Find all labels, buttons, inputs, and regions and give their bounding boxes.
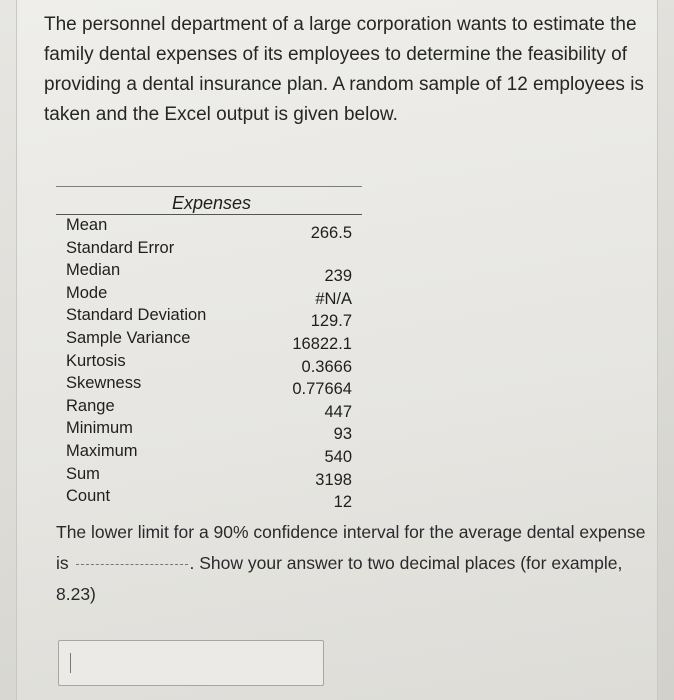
stat-label-sum: Sum bbox=[66, 464, 100, 483]
table-top-rule bbox=[56, 186, 362, 187]
answer-prompt bbox=[56, 517, 646, 610]
stat-value-minimum: 93 bbox=[333, 425, 352, 444]
table-row bbox=[62, 239, 362, 262]
stat-value-sample-variance: 16822.1 bbox=[292, 334, 352, 353]
table-header: Expenses bbox=[172, 193, 252, 213]
table-row bbox=[62, 465, 362, 488]
stat-label-mode: Mode bbox=[66, 283, 108, 302]
stat-label-sample-variance: Sample Variance bbox=[66, 328, 191, 347]
table-row bbox=[62, 284, 362, 307]
stat-label-kurtosis: Kurtosis bbox=[66, 351, 126, 370]
stat-value-skewness: 0.77664 bbox=[292, 380, 352, 399]
table-row bbox=[62, 216, 362, 242]
stat-label-skewness: Skewness bbox=[66, 374, 142, 393]
stat-label-minimum: Minimum bbox=[66, 419, 133, 438]
stat-label-mean: Mean bbox=[66, 216, 108, 234]
stat-value-mean: 266.5 bbox=[310, 224, 352, 242]
table-row bbox=[62, 352, 362, 375]
descriptive-statistics-table bbox=[62, 216, 362, 510]
answer-input[interactable] bbox=[58, 640, 324, 686]
table-row bbox=[62, 261, 362, 284]
question-text: The personnel department of a large corporation wants to estimate the family dental expenses of its employees to determine the feasibility of providing a dental insurance plan. A random sample of 12 employees is taken and the Excel output is given below. bbox=[44, 14, 644, 125]
stat-label-count: Count bbox=[66, 487, 111, 506]
table-header-rule bbox=[56, 214, 362, 215]
text-caret bbox=[70, 653, 71, 673]
stat-value-mode: #N/A bbox=[315, 289, 352, 308]
answer-prompt-part2: . Show your answer to two decimal places (for example, 8.23) bbox=[56, 553, 623, 604]
stat-label-range: Range bbox=[66, 396, 115, 415]
stat-value-kurtosis: 0.3666 bbox=[301, 357, 352, 376]
stat-value-sum: 3198 bbox=[315, 470, 352, 489]
answer-prompt-part1: The lower limit for a 90% confidence interval for the average dental expense is bbox=[56, 522, 646, 573]
table-row bbox=[62, 397, 362, 420]
stat-value-range: 447 bbox=[324, 402, 352, 421]
table-row bbox=[62, 306, 362, 329]
answer-blank bbox=[76, 564, 188, 565]
stat-label-standard-error: Standard Error bbox=[66, 238, 175, 257]
stat-value-median: 239 bbox=[324, 267, 352, 286]
stat-label-median: Median bbox=[66, 261, 121, 280]
table-row bbox=[62, 329, 362, 352]
table-row bbox=[62, 487, 362, 510]
stat-value-count: 12 bbox=[333, 493, 352, 512]
table-row bbox=[62, 419, 362, 442]
table-row bbox=[62, 442, 362, 465]
stat-label-standard-deviation: Standard Deviation bbox=[66, 306, 207, 325]
table-row bbox=[62, 374, 362, 397]
stat-label-maximum: Maximum bbox=[66, 441, 138, 460]
stat-value-maximum: 540 bbox=[324, 447, 352, 466]
stat-value-standard-deviation: 129.7 bbox=[310, 312, 352, 331]
